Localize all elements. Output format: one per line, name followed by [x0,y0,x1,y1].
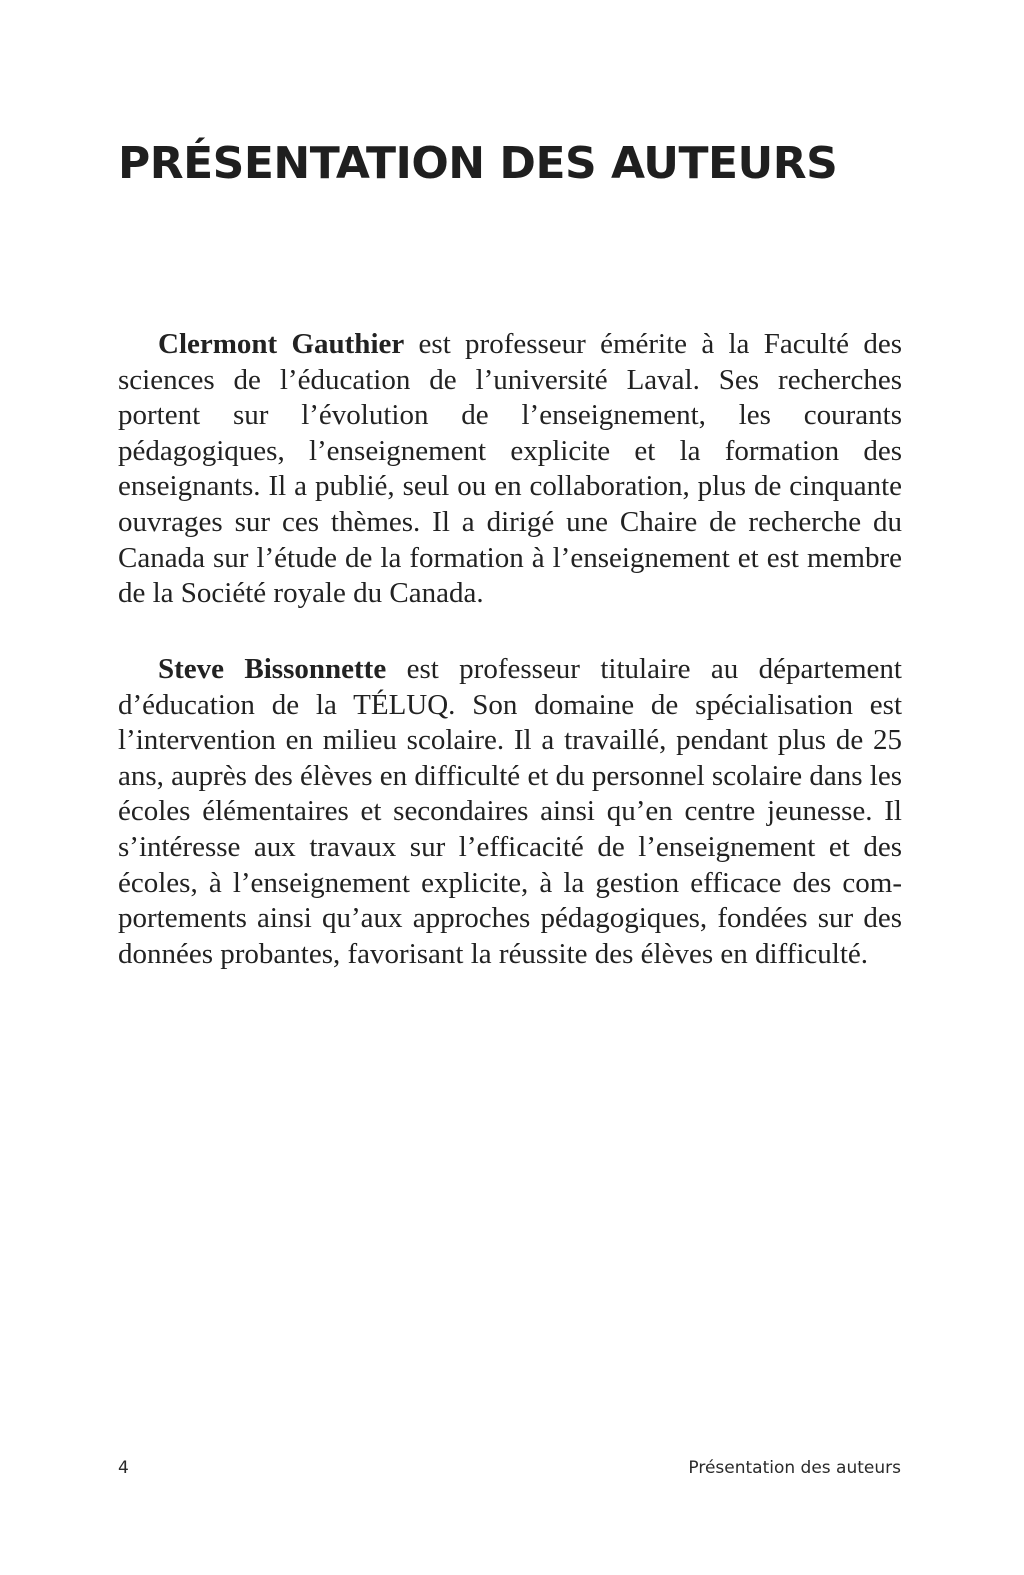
author-bio-bissonnette [118,652,902,972]
author-bio-text-bissonnette: est professeur titulaire au département d’éducation de la TÉLUQ. Son domaine de spécialisation est l’intervention en milieu scolaire. Il a travaillé, pendant plus de 25 ans, auprès des élèves en difficulté et du personnel scolaire dans les écoles élémentaires et secondaires ainsi qu’en centre jeunesse. Il s’intéresse aux travaux sur l’efficacité de l’enseignement et des écoles, à l’enseignement explicite, à la gestion efficace des comportements ainsi qu’aux approches pédagogiques, fondées sur des données probantes, favorisant la réussite des élèves en difficulté. [118,653,902,970]
page-number: 4 [118,1458,129,1478]
running-title: Présentation des auteurs [688,1458,901,1478]
author-name-bissonnette: Steve Bissonnette [158,653,387,685]
author-bio-gauthier [118,327,902,612]
author-bio-text-gauthier: est professeur émérite à la Faculté des sciences de l’éducation de l’université Laval. Ses recherches portent sur l’évolution de l’enseignement, les courants pédagogiques, l’enseignement explicite et la formation des enseignants. Il a publié, seul ou en collaboration, plus de cinquante ouvrages sur ces thèmes. Il a dirigé une Chaire de recherche du Canada sur l’étude de la formation à l’enseignement et est membre de la Société royale du Canada. [118,328,902,610]
author-name-gauthier: Clermont Gauthier [158,328,405,360]
page-title: PRÉSENTATION DES AUTEURS [118,138,838,189]
